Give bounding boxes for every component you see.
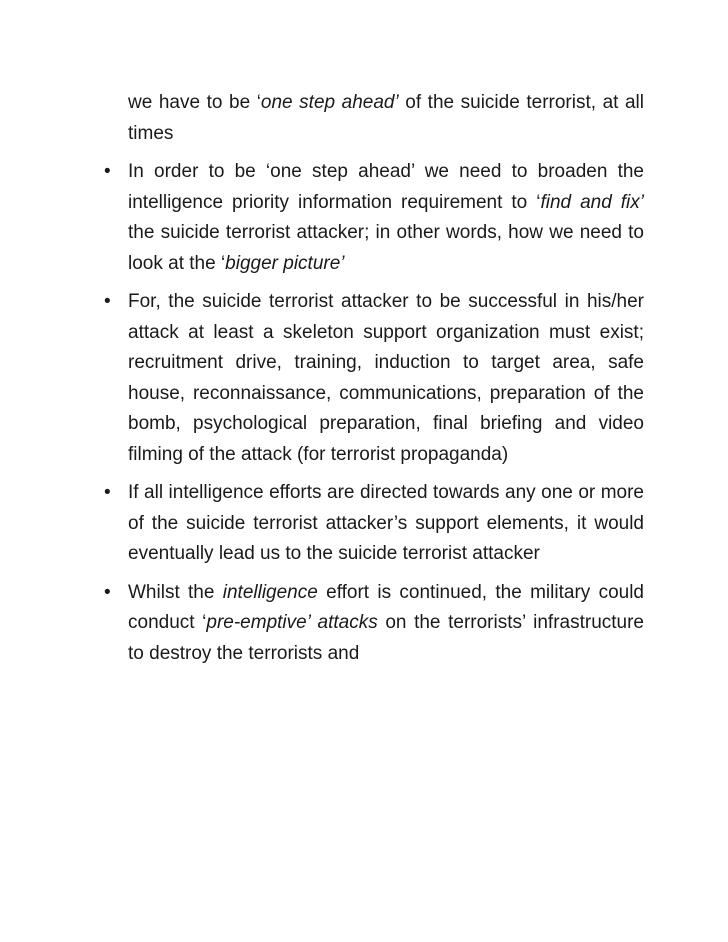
bullet-item — [104, 478, 644, 570]
text-run: we have to be ‘ — [128, 92, 261, 113]
continued-paragraph — [104, 88, 644, 149]
bullet-icon: • — [104, 161, 111, 182]
bullet-item — [104, 578, 644, 670]
bullet-item — [104, 157, 644, 279]
text-run: In order to be ‘one step ahead’ we need to broaden the intelligence priority information requirement to ‘ — [128, 161, 644, 213]
text-run: Whilst the — [128, 581, 223, 603]
text-run: the suicide terrorist attacker; in other words, how we need to look at the ‘ — [128, 222, 644, 274]
bullet-icon: • — [104, 482, 111, 503]
bullet-list — [104, 88, 644, 677]
emphasized-text: find and fix’ — [540, 191, 644, 213]
text-run: of the suicide terrorist, at all times — [128, 92, 644, 144]
text-run: If all intelligence efforts are directed towards any one or more of the suicide terrorist attacker’s support elements, it would eventually lead us to the suicide terrorist attacker — [128, 482, 644, 564]
emphasized-text: pre-emptive’ attacks — [206, 612, 378, 633]
bullet-icon: • — [104, 291, 111, 312]
bullet-item — [104, 287, 644, 470]
bullet-icon: • — [104, 581, 111, 603]
text-run: effort is continued, the military could conduct ‘ — [128, 581, 644, 633]
emphasized-text: bigger picture’ — [225, 252, 345, 274]
emphasized-text: intelligence — [222, 581, 318, 603]
text-run: For, the suicide terrorist attacker to be successful in his/her attack at least a skeleton support organization must exist; recruitment drive, training, induction to target area, safe house, reconnaissance, communications, preparation of the bomb, psychological preparation, final briefing and video filming of the attack (for terrorist propaganda) — [128, 291, 644, 465]
emphasized-text: one step ahead’ — [260, 92, 399, 113]
text-run: on the terrorists’ infrastructure to destroy the terrorists and — [128, 612, 645, 664]
